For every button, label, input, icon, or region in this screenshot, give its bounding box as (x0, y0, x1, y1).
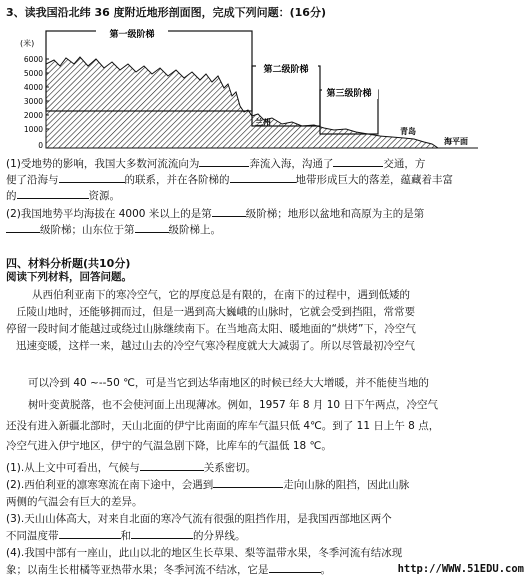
answer-blank[interactable] (6, 222, 40, 233)
q4-item-4: (4).我国中部有一座山，此山以北的地区生长草果、梨等温带水果，冬季河流有结冰现 (6, 547, 403, 559)
material-paragraph-2: 可以冷到 40 ~--50 ℃，可是当它到达华南地区的时候已经大大增暖，并不能使当地的 树叶变黄脱落，也不会使河面上出现薄冰。例如，1957 年 8 月 10 日下午两点，冷空气 (28, 377, 438, 411)
material-paragraph-3: 还没有进入新疆北部时，天山北面的伊宁比南面的库车气温只低 4℃。到了 11 日上午 8 点， 冷空气进入伊宁地区，伊宁的气温急剧下降，比库车的气温低 18 ℃。 (6, 420, 440, 452)
section-4-title: 四、材料分析题(共10分) (6, 257, 131, 270)
answer-blank[interactable] (212, 206, 246, 217)
question-3-title: 3、读我国沿北纬 36 度附近地形剖面图，完成下列问题：(16分) (6, 6, 326, 19)
answer-blank[interactable] (213, 477, 283, 488)
y-axis-unit: (米) (20, 39, 35, 48)
reading-instruction: 阅读下列材料，回答问题。 (6, 271, 132, 283)
q4-item-2: (2).西伯利亚的凛寒寒流在南下途中，会遇到 走向山脉的阻挡，因此山脉 (6, 479, 410, 491)
answer-blank[interactable] (333, 156, 383, 167)
y-tick-3000: 3000 (23, 97, 43, 106)
y-tick-6000: 6000 (23, 55, 43, 64)
q3-item-2: (2)我国地势平均海拔在 4000 米以上的是第 级阶梯；地形以盆地和高原为主的是第 级阶梯；山东位于第 级阶梯上。 (6, 208, 425, 236)
lanzhou-label: 兰州 (255, 118, 271, 127)
q3-item-1: (1)受地势的影响，我国大多数河流流向为 奔流入海，沟通了 交通，方 便了沿海与 的联系，并在各阶梯的 地带形成巨大的落差，蕴藏着丰富 的 资源。 (6, 158, 453, 202)
answer-blank[interactable] (131, 528, 193, 539)
sea-level-label: 海平面 (444, 137, 468, 146)
material-paragraph-cont: 丘陵山地时，还能够拥而过，但是一遇到高大巍峨的山脉时，它就会受到挡阻，常常要 停留一段时间才能越过或绕过山脉继续南下。在当地高太阳、暖地面的“烘烤”下，冷空气 迅速变暖，这样一来，越过山去的冷空气寒冷程度就大大减弱了。所以尽管最初冷空气 (6, 306, 416, 352)
terrain-profile-figure (16, 26, 486, 152)
material-paragraph: 从西伯利亚南下的寒冷空气，它的厚度总是有限的，在南下的过程中，遇到低矮的 (32, 289, 410, 301)
answer-blank[interactable] (135, 222, 169, 233)
terrain-profile (46, 57, 438, 148)
answer-blank[interactable] (269, 562, 321, 573)
step-1-label: 第一级阶梯 (109, 30, 155, 40)
footer-url: http://WWW.51EDU.com (397, 563, 524, 575)
step-3-label: 第三级阶梯 (326, 89, 372, 99)
y-tick-5000: 5000 (23, 69, 43, 78)
q4-item-1: (1).从上文中可看出，气候与 关系密切。 (6, 462, 257, 474)
answer-blank[interactable] (59, 528, 121, 539)
answer-blank[interactable] (59, 172, 125, 183)
q4-item-3: (3).天山山体高大，对来自北面的寒冷气流有很强的阻挡作用，是我国西部地区两个 (6, 513, 392, 525)
qingdao-label: 青岛 (400, 127, 416, 136)
answer-blank[interactable] (199, 156, 249, 167)
step-2-label: 第二级阶梯 (263, 65, 309, 75)
y-tick-1000: 1000 (23, 125, 43, 134)
y-tick-4000: 4000 (23, 83, 43, 92)
y-tick-2000: 2000 (23, 111, 43, 120)
answer-blank[interactable] (17, 188, 89, 199)
answer-blank[interactable] (230, 172, 296, 183)
q4-questions: (1).从上文中可看出，气候与 关系密切。 (2).西伯利亚的凛寒寒流在南下途中，会遇到 走向山脉的阻挡，因此山脉 两侧的气温会有巨大的差异。 (3).天山山体高大，对来自北面的寒冷气流有很强的阻挡作用，是我国西部地区两个 不同温度带 和 的分界线。 (4).我国中部有一座山，此山以北的地区生长草果、梨等温带水果，冬季河流有结冰现 象；以南生长柑橘等亚热带水果；冬季河流不结冰，它是 。 (6, 460, 524, 579)
answer-blank[interactable] (140, 460, 204, 471)
y-tick-0: 0 (38, 141, 43, 150)
